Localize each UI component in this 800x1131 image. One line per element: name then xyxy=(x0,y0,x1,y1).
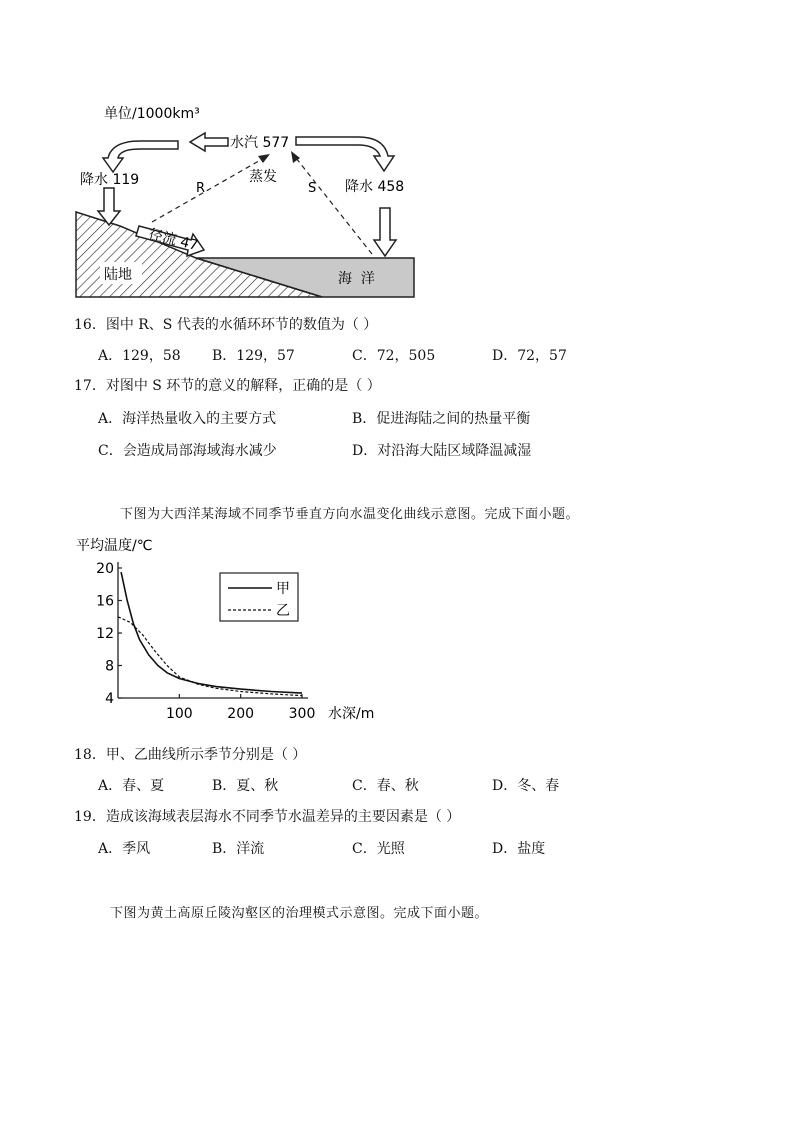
s-dashed-line xyxy=(296,158,372,254)
unit-label: 单位/1000km³ xyxy=(104,106,200,122)
q17-option-a[interactable]: A．海洋热量收入的主要方式 xyxy=(98,411,277,427)
q16-option-c[interactable]: C．72，505 xyxy=(352,348,436,364)
x-tick-label: 100 xyxy=(165,706,193,722)
series-line-yi xyxy=(118,617,302,696)
s-label: S xyxy=(308,181,317,196)
intro-text-3: 下图为黄土高原丘陵沟壑区的治理模式示意图。完成下面小题。 xyxy=(110,906,489,921)
r-dashed-line xyxy=(152,158,264,222)
y-tick-label: 4 xyxy=(105,691,114,707)
q18-option-a[interactable]: A．春、夏 xyxy=(98,778,165,794)
water-cycle-diagram xyxy=(0,0,800,310)
legend-label-yi: 乙 xyxy=(276,603,290,619)
q19-option-c[interactable]: C．光照 xyxy=(352,841,405,857)
vapor-left-arrow xyxy=(190,133,228,151)
y-tick-label: 12 xyxy=(96,626,114,642)
q16-stem: 16．图中 R、S 代表的水循环环节的数值为（ ） xyxy=(74,317,378,333)
ocean-label: 海 洋 xyxy=(338,271,375,287)
q18-option-c[interactable]: C．春、秋 xyxy=(352,778,419,794)
intro-text-2: 下图为大西洋某海域不同季节垂直方向水温变化曲线示意图。完成下面小题。 xyxy=(120,507,580,522)
y-tick-label: 16 xyxy=(96,593,114,610)
q16-option-d[interactable]: D．72，57 xyxy=(492,348,567,364)
q19-option-b[interactable]: B．洋流 xyxy=(212,841,265,857)
q17-option-c[interactable]: C．会造成局部海域海水减少 xyxy=(98,443,277,459)
y-tick-label: 20 xyxy=(96,561,114,577)
q18-option-d[interactable]: D．冬、春 xyxy=(492,778,560,794)
precip-land-label: 降水 119 xyxy=(80,172,140,188)
curve-arrow-sea xyxy=(296,137,394,171)
q19-option-d[interactable]: D．盐度 xyxy=(492,841,546,857)
x-tick-label: 200 xyxy=(227,706,255,722)
vapor-label: 水汽 577 xyxy=(230,135,290,151)
curve-arrow-land xyxy=(103,141,178,172)
q17-option-d[interactable]: D．对沿海大陆区域降温减湿 xyxy=(352,443,532,459)
q17-option-b[interactable]: B．促进海陆之间的热量平衡 xyxy=(352,411,531,427)
q16-option-b[interactable]: B．129，57 xyxy=(212,348,295,364)
precip-sea-label: 降水 458 xyxy=(345,179,405,195)
chart-xlabel: 水深/m xyxy=(328,706,375,722)
x-tick-label: 300 xyxy=(288,706,316,722)
precip-sea-arrow xyxy=(374,208,396,256)
q18-stem: 18．甲、乙曲线所示季节分别是（ ） xyxy=(74,747,307,763)
r-label: R xyxy=(196,181,206,196)
q18-option-b[interactable]: B．夏、秋 xyxy=(212,778,279,794)
chart-ylabel: 平均温度/℃ xyxy=(76,538,153,554)
legend-label-jia: 甲 xyxy=(276,581,290,597)
q19-stem: 19．造成该海域表层海水不同季节水温差异的主要因素是（ ） xyxy=(74,809,461,825)
y-tick-label: 8 xyxy=(105,658,114,675)
land-label: 陆地 xyxy=(104,267,132,283)
runoff-label: 径流 47 xyxy=(147,226,200,255)
temperature-depth-chart xyxy=(60,532,400,727)
r-arrowhead xyxy=(258,154,270,163)
q16-option-a[interactable]: A．129，58 xyxy=(98,348,181,364)
q19-option-a[interactable]: A．季风 xyxy=(98,841,151,857)
q17-stem: 17．对图中 S 环节的意义的解释，正确的是（ ） xyxy=(74,378,381,394)
evap-label: 蒸发 xyxy=(249,169,277,185)
